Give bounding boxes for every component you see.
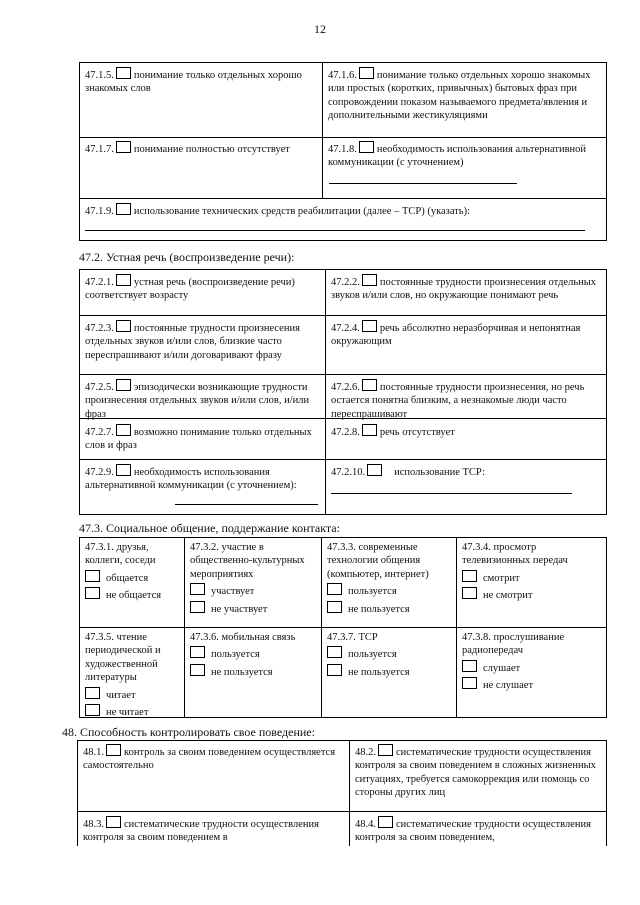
- option-label: участвует: [211, 586, 255, 598]
- cell-47-3-5: [80, 630, 184, 719]
- cell-47-3-1: [80, 540, 184, 603]
- cell-47-3-3: [322, 540, 456, 616]
- cell-47-3-4: [457, 540, 606, 603]
- cell-title: 47.3.1. друзья, коллеги, соседи: [85, 542, 156, 567]
- option-label: не общается: [106, 590, 162, 602]
- item-text: возможно понимание только отдельных слов и фраз: [85, 427, 312, 452]
- checkbox-47-3-7-opt1[interactable]: [327, 646, 342, 658]
- checkbox-47-3-5-opt1[interactable]: [85, 687, 100, 699]
- checkbox-47-3-3-opt1[interactable]: [327, 583, 342, 595]
- item-code: 47.1.5.: [85, 70, 114, 81]
- option-label: читает: [106, 689, 136, 701]
- item-code: 47.1.6.: [328, 70, 357, 81]
- cell-47-1-7: [80, 140, 322, 156]
- item-code: 47.1.8.: [328, 144, 357, 155]
- page-number: 12: [314, 22, 326, 36]
- item-code: 48.4.: [355, 819, 376, 830]
- item-text: необходимость использования альтернативной коммуникации (с уточнением): [328, 144, 587, 169]
- item-code: 48.2.: [355, 747, 376, 758]
- checkbox-47-1-8[interactable]: [359, 141, 374, 153]
- option-label: не пользуется: [211, 666, 273, 678]
- option-row: [462, 660, 602, 675]
- option-row: [327, 583, 452, 598]
- cell-47-3-7: [322, 630, 456, 679]
- cell-47-1-9: [80, 202, 606, 218]
- cell-47-1-8: [323, 140, 606, 170]
- fill-line[interactable]: [331, 493, 572, 494]
- cell-title: 47.3.2. участие в общественно-культурных мероприятиях: [190, 542, 305, 580]
- option-row: [85, 704, 180, 719]
- item-text: постоянные трудности произнесения отдельных звуков и/или слов, близкие часто переспрашивают и/или договаривают фразу: [85, 323, 300, 361]
- item-code: 48.3.: [83, 819, 104, 830]
- item-text: необходимость использования альтернативной коммуникации (с уточнением):: [85, 467, 297, 492]
- checkbox-47-3-3-opt2[interactable]: [327, 601, 342, 613]
- checkbox-47-3-7-opt2[interactable]: [327, 664, 342, 676]
- fill-line[interactable]: [175, 504, 318, 505]
- cell-47-2-8: [326, 423, 606, 439]
- option-label: пользуется: [348, 586, 397, 598]
- checkbox-47-1-9[interactable]: [116, 203, 131, 215]
- cell-48-2: [350, 743, 606, 800]
- option-row: [462, 570, 602, 585]
- option-row: [462, 587, 602, 602]
- item-code: 47.2.2.: [331, 277, 360, 288]
- checkbox-47-3-4-opt2[interactable]: [462, 587, 477, 599]
- fill-line[interactable]: [85, 230, 585, 231]
- checkbox-47-3-6-opt1[interactable]: [190, 646, 205, 658]
- fill-line[interactable]: [329, 183, 517, 184]
- item-text: понимание только отдельных хорошо знакомых или простых (коротких, привычных) бытовых фраз при сопровождении показом называемого предмета/явления и дополнительными жестикуляциями: [328, 70, 591, 122]
- option-label: не участвует: [211, 603, 268, 615]
- cell-47-3-8: [457, 630, 606, 693]
- cell-47-2-3: [80, 319, 325, 362]
- checkbox-48-3[interactable]: [106, 816, 121, 828]
- item-text: систематические трудности осуществления контроля за своим поведением в: [83, 819, 319, 844]
- item-text: систематические трудности осуществления контроля за своим поведением в сложных жизненных ситуациях, требуется самокоррекция или помощь со стороны других лиц: [355, 747, 596, 799]
- checkbox-47-3-5-opt2[interactable]: [85, 704, 100, 716]
- checkbox-48-2[interactable]: [378, 744, 393, 756]
- cell-title: 47.3.3. современные технологии общения (компьютер, интернет): [327, 542, 429, 580]
- option-label: смотрит: [483, 572, 520, 584]
- option-row: [190, 664, 317, 679]
- checkbox-47-3-1-opt2[interactable]: [85, 587, 100, 599]
- cell-47-1-6: [323, 66, 606, 123]
- item-code: 47.2.9.: [85, 467, 114, 478]
- item-text: речь абсолютно неразборчивая и непонятная окружающим: [331, 323, 581, 348]
- cell-47-2-9: [80, 463, 325, 493]
- option-label: не смотрит: [483, 590, 533, 602]
- checkbox-47-1-7[interactable]: [116, 141, 131, 153]
- checkbox-47-2-5[interactable]: [116, 379, 131, 391]
- checkbox-47-3-4-opt1[interactable]: [462, 570, 477, 582]
- cell-title: 47.3.4. просмотр телевизионных передач: [462, 542, 568, 567]
- item-text: речь отсутствует: [379, 427, 455, 438]
- item-code: 47.2.3.: [85, 323, 114, 334]
- option-label: слушает: [483, 662, 521, 674]
- item-text: устная речь (воспроизведение речи) соответствует возрасту: [85, 277, 295, 302]
- item-text: постоянные трудности произнесения, но речь остается понятна близким, а незнакомые люди часто переспрашивают: [331, 382, 585, 420]
- option-row: [462, 677, 602, 692]
- option-row: [327, 646, 452, 661]
- checkbox-47-2-9[interactable]: [116, 464, 131, 476]
- option-label: не читает: [106, 707, 149, 719]
- cell-47-2-2: [326, 273, 606, 303]
- item-text: использование ТСР:: [394, 467, 486, 478]
- option-row: [190, 583, 317, 598]
- checkbox-47-2-8[interactable]: [362, 424, 377, 436]
- option-row: [327, 601, 452, 616]
- checkbox-47-3-2-opt2[interactable]: [190, 601, 205, 613]
- cell-47-2-5: [80, 378, 325, 421]
- item-code: 48.1.: [83, 747, 104, 758]
- cell-title: 47.3.5. чтение периодической и художественной литературы: [85, 632, 161, 684]
- item-code: 47.2.7.: [85, 427, 114, 438]
- checkbox-47-1-5[interactable]: [116, 67, 131, 79]
- option-row: [85, 570, 180, 585]
- option-label: не пользуется: [348, 603, 410, 615]
- item-code: 47.2.4.: [331, 323, 360, 334]
- option-row: [190, 601, 317, 616]
- cell-title: 47.3.8. прослушивание радиопередач: [462, 632, 565, 657]
- option-label: пользуется: [211, 649, 260, 661]
- section-heading-47-3: 47.3. Социальное общение, поддержание контакта:: [79, 521, 340, 535]
- cell-48-1: [78, 743, 349, 773]
- cell-47-2-4: [326, 319, 606, 349]
- checkbox-47-3-6-opt2[interactable]: [190, 664, 205, 676]
- checkbox-48-1[interactable]: [106, 744, 121, 756]
- item-code: 47.2.6.: [331, 382, 360, 393]
- option-label: не пользуется: [348, 666, 410, 678]
- item-code: 47.2.10.: [331, 467, 366, 478]
- checkbox-47-2-2[interactable]: [362, 274, 377, 286]
- item-text: использование технических средств реабилитации (далее – ТСР) (указать):: [133, 206, 471, 217]
- item-text: постоянные трудности произнесения отдельных звуков и/или слов, но окружающие понимают речь: [331, 277, 597, 302]
- checkbox-48-4[interactable]: [378, 816, 393, 828]
- item-code: 47.1.7.: [85, 144, 114, 155]
- cell-title: 47.3.6. мобильная связь: [190, 632, 296, 643]
- cell-47-3-6: [185, 630, 321, 679]
- cell-47-3-2: [185, 540, 321, 616]
- item-text: систематические трудности осуществления контроля за своим поведением,: [355, 819, 591, 844]
- checkbox-47-1-6[interactable]: [359, 67, 374, 79]
- option-label: не слушает: [483, 680, 534, 692]
- item-code: 47.2.1.: [85, 277, 114, 288]
- checkbox-47-2-7[interactable]: [116, 424, 131, 436]
- option-row: [85, 687, 180, 702]
- cell-48-4: [350, 815, 606, 846]
- cell-title: 47.3.7. ТСР: [327, 632, 378, 643]
- item-code: 47.2.8.: [331, 427, 360, 438]
- item-code: 47.1.9.: [85, 206, 114, 217]
- checkbox-47-3-1-opt1[interactable]: [85, 570, 100, 582]
- checkbox-47-2-6[interactable]: [362, 379, 377, 391]
- item-text: понимание только отдельных хорошо знакомых слов: [85, 70, 302, 95]
- option-row: [190, 646, 317, 661]
- option-row: [327, 664, 452, 679]
- option-label: общается: [106, 572, 149, 584]
- section-heading-47-2: 47.2. Устная речь (воспроизведение речи):: [79, 250, 295, 264]
- cell-47-2-1: [80, 273, 325, 303]
- cell-47-2-6: [326, 378, 606, 421]
- cell-48-3: [78, 815, 349, 846]
- checkbox-47-3-8-opt2[interactable]: [462, 677, 477, 689]
- checkbox-47-3-2-opt1[interactable]: [190, 583, 205, 595]
- checkbox-47-2-3[interactable]: [116, 320, 131, 332]
- cell-47-2-7: [80, 423, 325, 453]
- item-text: понимание полностью отсутствует: [133, 144, 290, 155]
- cell-47-2-10: [326, 463, 606, 479]
- checkbox-47-2-1[interactable]: [116, 274, 131, 286]
- item-text: эпизодически возникающие трудности произнесения отдельных звуков и/или слов, и/или фраз: [85, 382, 310, 420]
- cell-47-1-5: [80, 66, 322, 96]
- item-text: контроль за своим поведением осуществляется самостоятельно: [83, 747, 336, 772]
- section-heading-48: 48. Способность контролировать свое поведение:: [62, 725, 315, 739]
- option-row: [85, 587, 180, 602]
- checkbox-47-2-4[interactable]: [362, 320, 377, 332]
- checkbox-47-3-8-opt1[interactable]: [462, 660, 477, 672]
- option-label: пользуется: [348, 649, 397, 661]
- item-code: 47.2.5.: [85, 382, 114, 393]
- checkbox-47-2-10[interactable]: [367, 464, 382, 476]
